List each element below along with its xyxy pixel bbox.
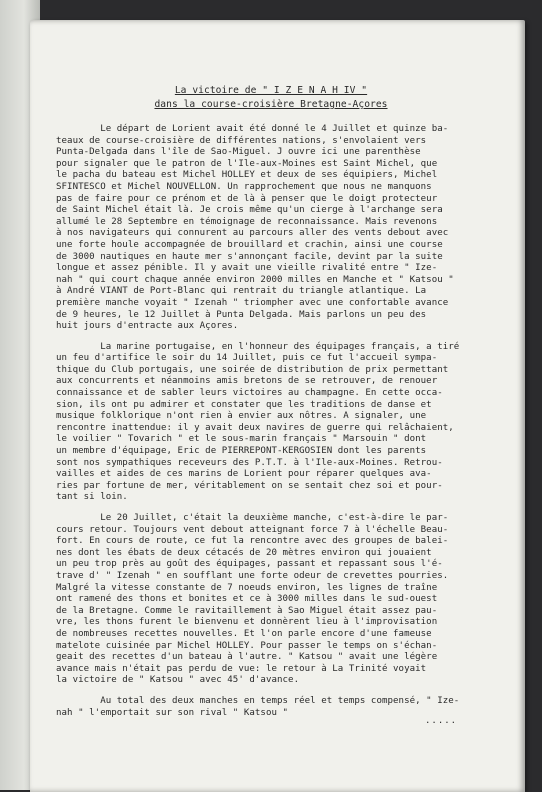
text-line: musique folklorique n'ont rien à envier aux nôtres. A signaler, une [56, 411, 427, 422]
text-line: un membre d'équipage, Eric de PIERREPONT-KERGOSIEN dont les parents [56, 446, 427, 457]
text-line: de 9 heures, le 12 Juillet à Punta Delgada. Mais parlons un peu des [56, 309, 427, 320]
text-line: trave d' " Izenah " en soufflant une forte odeur de crevettes pourries. [56, 570, 449, 581]
text-line: vre, les thons furent le bienvenu et donnèrent lieu à l'improvisation [56, 617, 438, 628]
paragraph [56, 696, 486, 719]
text-line: pour signaler que le patron de l'Ile-aux-Moines est Saint Michel, que [56, 158, 438, 169]
text-line: allumé le 28 Septembre en témoignage de reconnaissance. Mais revenons [56, 216, 438, 227]
text-line: avance mais n'était pas perdu de vue: le retour à La Trinité voyait [56, 663, 427, 674]
text-line: La marine portugaise, en l'honneur des équipages français, a tiré [56, 341, 460, 352]
text-line: à André VIANT de Port-Blanc qui rentrait du triangle atlantique. La [56, 286, 427, 297]
text-line: sion, ils ont pu admirer et constater que les traditions de danse et [56, 399, 432, 410]
paragraph [56, 124, 486, 333]
text-line: matelote cuisinée par Michel HOLLEY. Pour passer le temps on s'échan- [56, 640, 438, 651]
text-line: de Saint Michel était là. Je crois même qu'un cierge à l'archange sera [56, 205, 443, 216]
text-line: le voilier " Tovarich " et le sous-marin français " Marsouin " dont [56, 434, 427, 445]
text-line: sont nos sympathiques receveurs des P.T.T. à l'Ile-aux-Moines. Retrou- [56, 457, 443, 468]
text-line: Punta-Delgada dans l'île de Sao-Miguel. J ouvre ici une parenthèse [56, 147, 421, 158]
text-line: cours retour. Toujours vent debout atteignant force 7 à l'échelle Beau- [56, 524, 449, 535]
article-subtitle: dans la course-croisière Bretagne-Açores [154, 99, 388, 110]
text-line: nah " qui court chaque année environ 2000 milles en Manche et " Katsou " [56, 274, 454, 285]
text-line: de 3000 nautiques en haute mer s'annonçant facile, devint par la suite [56, 251, 443, 262]
text-line: huit jours d'entracte aux Açores. [56, 321, 239, 332]
text-line: rencontre inattendue: il y avait deux navires de guerre qui relâchaient, [56, 422, 454, 433]
text-line: aux concurrents et néanmoins amis bretons de se retrouver, de renouer [56, 376, 438, 387]
text-line: nah " l'emportait sur son rival " Katsou " [56, 707, 289, 718]
text-line: vailles et aides de ces marins de Lorient pour réparer quelques ava- [56, 469, 432, 480]
text-line: à nos navigateurs qui connurent au parcours aller des vents debout avec [56, 228, 449, 239]
text-line: la victoire de " Katsou " avec 45' d'avance. [56, 675, 300, 686]
text-line: première manche voyait " Izenah " triompher avec une confortable avance [56, 297, 449, 308]
text-line: de la Bretagne. Comme le ravitaillement à Sao Miguel était assez pau- [56, 605, 438, 616]
text-line: teaux de course-croisière de différentes nations, s'envolaient vers [56, 135, 427, 146]
text-line: ont ramené des thons et bonites et ce à 3000 milles dans le sud-ouest [56, 594, 438, 605]
text-line: connaissance et de sabler leurs victoires au champagne. En cette occa- [56, 388, 443, 399]
text-line: geait des recettes d'un bateau à l'autre. " Katsou " avait une légère [56, 652, 438, 663]
text-line: de nombreuses recettes nouvelles. Et l'on parle encore d'une fameuse [56, 628, 432, 639]
paragraph [56, 513, 486, 687]
text-line: tant si loin. [56, 492, 128, 503]
text-line: Au total des deux manches en temps réel et temps compensé, " Ize- [56, 695, 460, 706]
text-line: thique du Club portugais, une soirée de distribution de prix permettant [56, 364, 449, 375]
text-line: Le départ de Lorient avait été donné le 4 Juillet et quinze ba- [56, 124, 449, 134]
text-line: SFINTESCO et Michel NOUVELLON. Un rapprochement que nous ne manquons [56, 181, 432, 192]
text-line: nes dont les ébats de deux cétacés de 20 mètres environ qui jouaient [56, 547, 432, 558]
text-line: un feu d'artifice le soir du 14 Juillet, puis ce fut l'accueil sympa- [56, 353, 438, 364]
continuation-dots: ..... [425, 716, 458, 726]
paragraph [56, 342, 486, 504]
article-body [56, 84, 486, 728]
text-line: une forte houle accompagnée de brouillard et crachin, ainsi une course [56, 239, 443, 250]
text-line: longue et assez pénible. Il y avait une vieille rivalité entre " Ize- [56, 263, 438, 274]
article-title: La victoire de " I Z E N A H IV " [174, 85, 368, 96]
text-line: fort. En cours de route, ce fut la rencontre avec des groupes de balei- [56, 536, 449, 547]
text-line: un peu trop près au goût des équipages, passant et repassant sous l'é- [56, 559, 443, 570]
paragraph-container [56, 124, 486, 719]
text-line: ries par fortune de mer, véritablement on se sentait chez soi et pour- [56, 480, 443, 491]
text-line: le pacha du bateau est Michel HOLLEY et deux de ses équipiers, Michel [56, 170, 438, 181]
text-line: Malgré la vitesse constante de 7 noeuds environ, les lignes de traîne [56, 582, 438, 593]
text-line: pas de faire pour ce prénom et de là à penser que le doigt protecteur [56, 193, 438, 204]
text-line: Le 20 Juillet, c'était la deuxième manche, c'est-à-dire le par- [56, 513, 449, 523]
